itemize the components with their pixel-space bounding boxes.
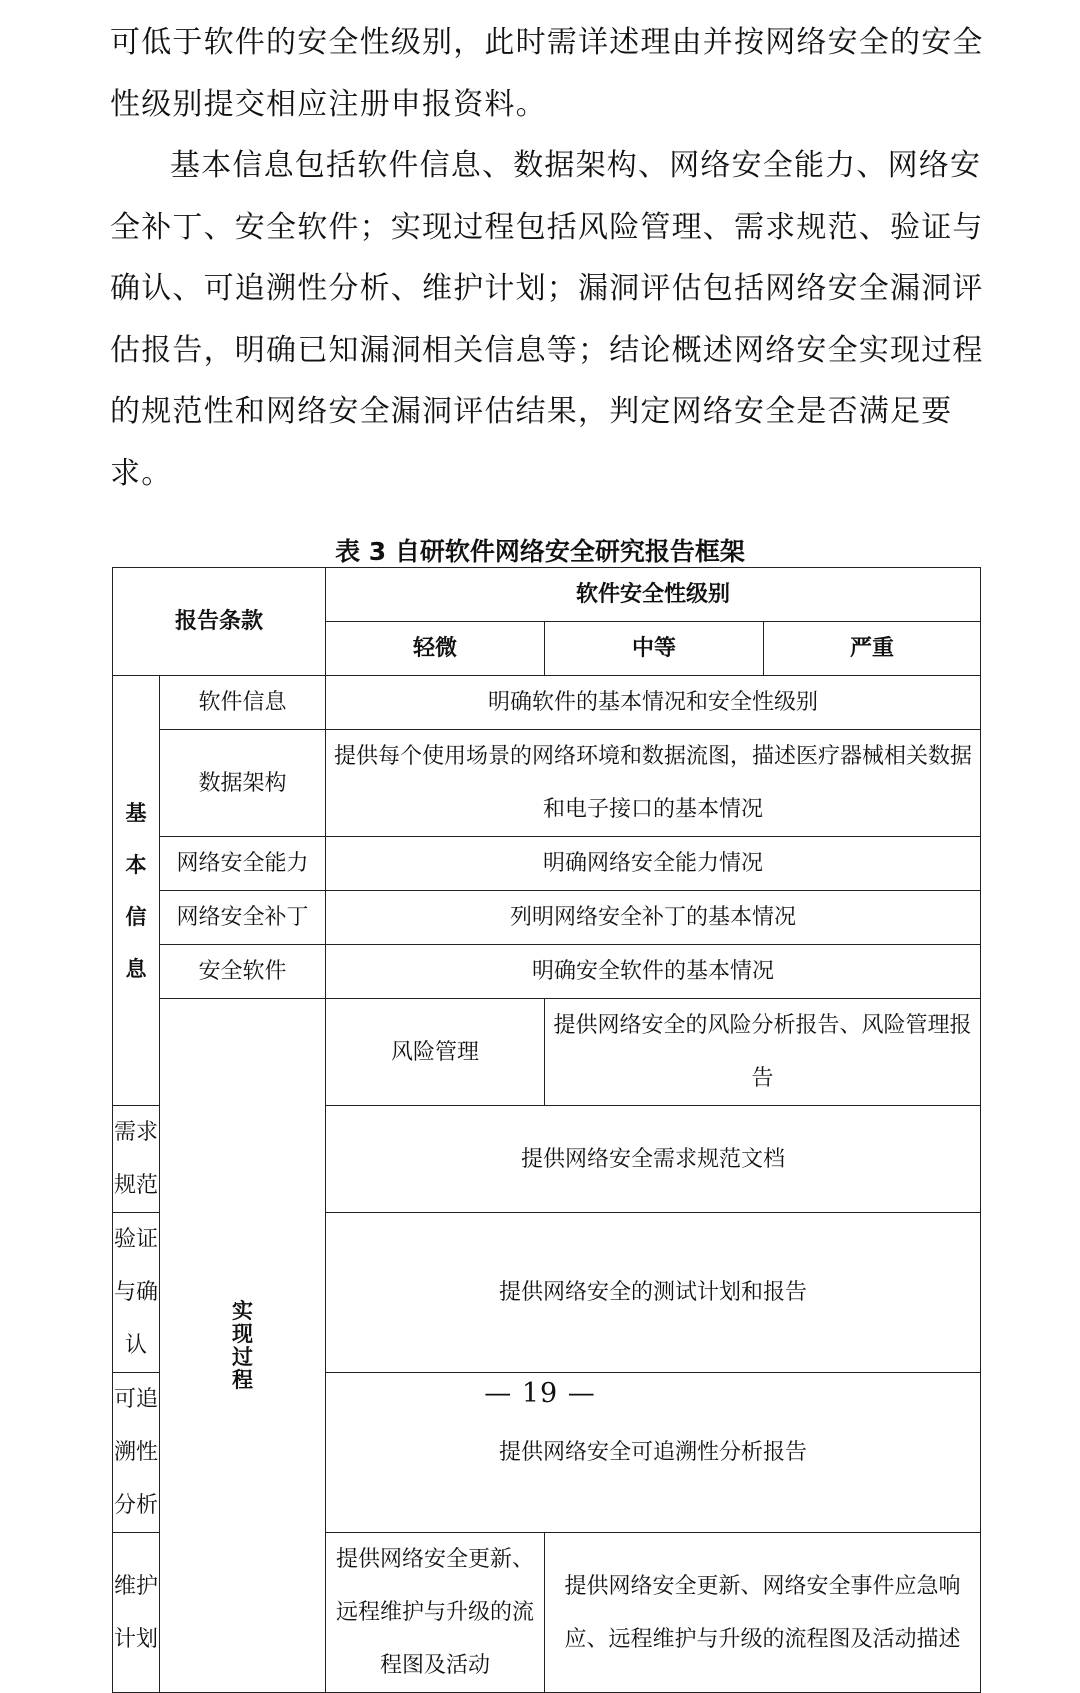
row-content: 提供网络安全的测试计划和报告	[326, 1213, 981, 1373]
group-label: 基本信息	[125, 800, 147, 981]
row-item: 验证与确认	[113, 1213, 160, 1373]
table-row	[113, 999, 981, 1106]
table-row	[113, 730, 981, 837]
row-content: 提供网络安全可追溯性分析报告	[326, 1373, 981, 1533]
table-row	[113, 676, 981, 730]
group-implementation	[160, 999, 326, 1693]
header-safety-level: 软件安全性级别	[326, 568, 981, 622]
table-row	[113, 837, 981, 891]
row-content: 明确软件的基本情况和安全性级别	[326, 676, 981, 730]
row-item: 网络安全补丁	[160, 891, 326, 945]
body-paragraph-basic-info: 基本信息包括软件信息、数据架构、网络安全能力、网络安全补丁、安全软件；实现过程包括风险管理、需求规范、验证与确认、可追溯性分析、维护计划；漏洞评估包括网络安全漏洞评估报告，明确已知漏洞相关信息等；结论概述网络安全实现过程的规范性和网络安全漏洞评估结果，判定网络安全是否满足要求。	[110, 148, 984, 491]
row-content: 提供网络安全的风险分析报告、风险管理报告	[545, 999, 981, 1106]
header-clause: 报告条款	[113, 568, 326, 676]
header-row-1	[113, 568, 981, 622]
page-number: — 19 —	[484, 1378, 596, 1409]
header-major: 严重	[764, 622, 981, 676]
row-item: 数据架构	[160, 730, 326, 837]
row-content: 明确安全软件的基本情况	[326, 945, 981, 999]
row-item: 需求规范	[113, 1106, 160, 1213]
row-content: 明确网络安全能力情况	[326, 837, 981, 891]
row-item: 维护计划	[113, 1533, 160, 1693]
table-row	[113, 891, 981, 945]
row-content-moderate-major: 提供网络安全更新、网络安全事件应急响应、远程维护与升级的流程图及活动描述	[545, 1533, 981, 1693]
row-item: 风险管理	[326, 999, 545, 1106]
header-moderate: 中等	[545, 622, 764, 676]
group-label: 实现过程	[232, 1298, 253, 1392]
body-paragraph-continued: 可低于软件的安全性级别，此时需详述理由并按网络安全的安全性级别提交相应注册申报资料。	[110, 25, 984, 122]
row-content-minor: 提供网络安全更新、远程维护与升级的流程图及活动	[326, 1533, 545, 1693]
row-content: 提供网络安全需求规范文档	[326, 1106, 981, 1213]
group-basic-info	[113, 676, 160, 1106]
row-item: 网络安全能力	[160, 837, 326, 891]
row-content: 列明网络安全补丁的基本情况	[326, 891, 981, 945]
row-item: 可追溯性分析	[113, 1373, 160, 1533]
row-content: 提供每个使用场景的网络环境和数据流图，描述医疗器械相关数据和电子接口的基本情况	[326, 730, 981, 837]
table-caption: 表 3 自研软件网络安全研究报告框架	[335, 537, 745, 566]
header-minor: 轻微	[326, 622, 545, 676]
row-item: 安全软件	[160, 945, 326, 999]
table-row	[113, 945, 981, 999]
report-framework-table	[112, 567, 981, 1693]
row-item: 软件信息	[160, 676, 326, 730]
